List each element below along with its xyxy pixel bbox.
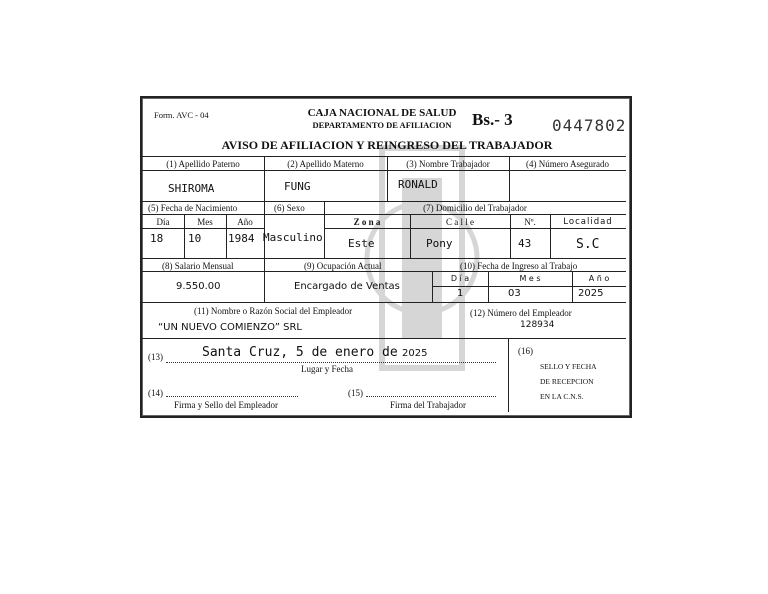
nro-field[interactable]: 43 [518,237,532,250]
price-label: Bs.- 3 [472,110,513,129]
numero-empleador-field[interactable]: 128934 [520,320,555,330]
label-dia: Día [156,217,170,227]
label-domicilio: (7) Domicilio del Trabajador [423,203,527,213]
label-empleador: (11) Nombre o Razón Social del Empleador [194,306,353,316]
label-numero-empleador: (12) Número del Empleador [470,308,572,318]
form-code: Form. AVC - 04 [154,110,209,120]
label-numero-asegurado: (4) Número Asegurado [526,159,609,169]
label-salario: (8) Salario Mensual [162,261,234,271]
ingreso-ano-field[interactable]: 2025 [578,288,604,299]
affiliation-form [140,96,632,418]
ocupacion-field[interactable]: Encargado de Ventas [294,281,400,292]
label-16: (16) [518,346,533,356]
label-lugar-fecha: Lugar y Fecha [301,364,353,374]
label-calle: C a l l e [446,217,474,227]
label-zona: Z o n a [353,217,381,227]
label-14: (14) [148,388,163,398]
label-ingreso-dia: D í a [450,274,470,283]
localidad-field[interactable]: S.C [576,237,600,252]
apellido-paterno-field[interactable]: SHIROMA [168,182,215,195]
label-localidad: Localidad [563,217,613,227]
label-13: (13) [148,352,163,362]
label-sexo: (6) Sexo [274,203,305,213]
label-ocupacion: (9) Ocupación Actual [304,261,382,271]
label-fecha-nacimiento: (5) Fecha de Nacimiento [148,203,238,213]
serial-number: 0447802 [552,116,627,135]
salario-field[interactable]: 9.550.00 [176,281,221,292]
sello-line-2: DE RECEPCION [540,377,594,386]
label-nro: Nº. [524,217,536,227]
ingreso-dia-field[interactable]: 1 [457,288,464,299]
sello-line-3: EN LA C.N.S. [540,392,584,401]
zona-field[interactable]: Este [348,237,375,250]
nombre-trabajador-field[interactable]: RONALD [398,178,438,191]
lugar-fecha-field[interactable]: Santa Cruz, 5 de enero de [202,345,398,360]
label-ingreso-ano: A ñ o [588,274,610,283]
department-name: DEPARTAMENTO DE AFILIACION [312,120,452,130]
label-firma-trabajador: Firma del Trabajador [390,400,466,410]
nacimiento-ano-field[interactable]: 1984 [228,232,255,245]
nacimiento-mes-field[interactable]: 10 [188,232,202,245]
form-title: AVISO DE AFILIACION Y REINGRESO DEL TRABAJADOR [221,138,553,152]
apellido-materno-field[interactable]: FUNG [284,180,311,193]
label-apellido-materno: (2) Apellido Materno [287,159,364,169]
label-ingreso-mes: M e s [519,274,541,283]
label-apellido-paterno: (1) Apellido Paterno [166,159,240,169]
label-ano: Año [237,217,253,227]
sexo-field[interactable]: Masculino [263,231,323,244]
label-firma-empleador: Firma y Sello del Empleador [174,400,278,410]
label-mes: Mes [197,217,213,227]
label-fecha-ingreso: (10) Fecha de Ingreso al Trabajo [460,261,578,271]
nacimiento-dia-field[interactable]: 18 [150,232,164,245]
empleador-field[interactable]: “UN NUEVO COMIENZO” SRL [158,322,302,333]
ingreso-mes-field[interactable]: 03 [508,288,521,299]
lugar-fecha-year[interactable]: 2025 [402,348,428,359]
calle-field[interactable]: Pony [426,237,453,250]
sello-line-1: SELLO Y FECHA [540,362,597,371]
label-15: (15) [348,388,363,398]
label-nombre-trabajador: (3) Nombre Trabajador [406,159,490,169]
institution-name: CAJA NACIONAL DE SALUD [307,107,457,119]
